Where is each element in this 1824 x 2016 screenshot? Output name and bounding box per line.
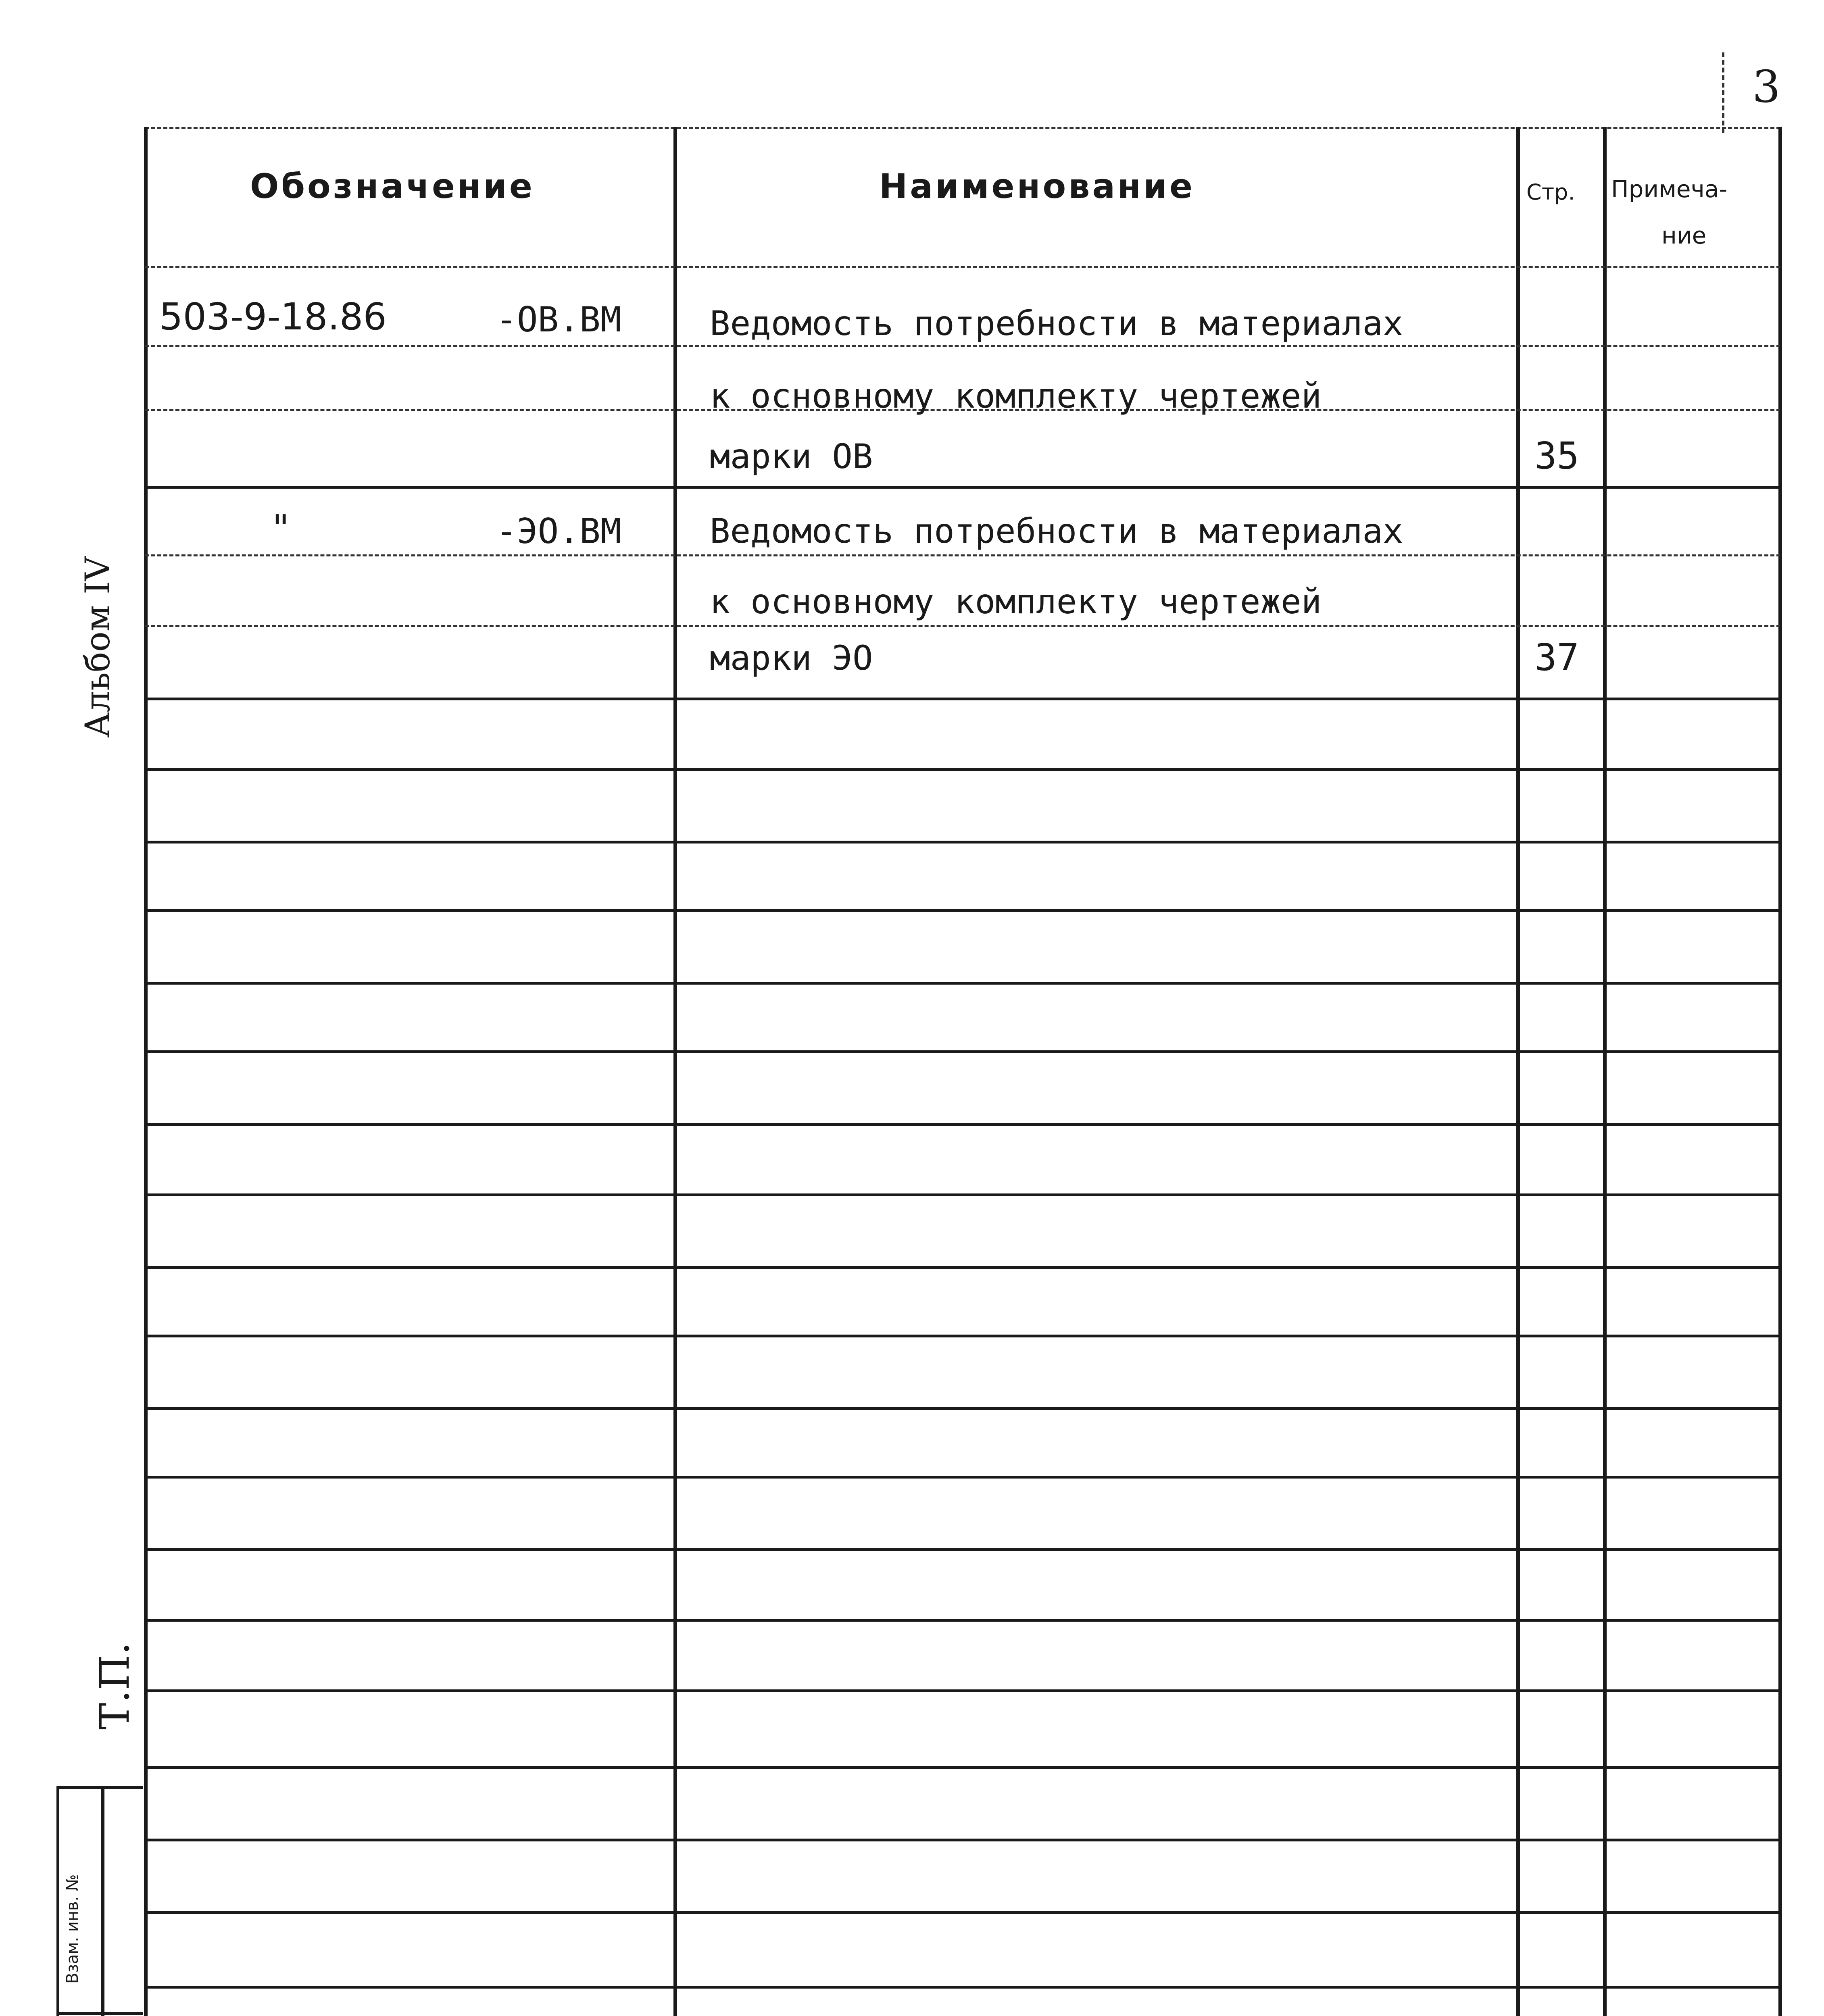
row-name: к основному комплекту чертежей	[710, 582, 1322, 621]
row-name: к основному комплекту чертежей	[710, 376, 1322, 416]
row-line	[145, 698, 1780, 700]
header-separator	[145, 266, 1780, 268]
row-name: марки ОВ	[710, 437, 873, 476]
row-line	[145, 625, 1780, 627]
replaced-inv-label: Взам. инв. №	[63, 1874, 82, 1984]
row-line	[145, 1548, 1780, 1551]
row-line	[145, 345, 1780, 347]
row-line	[145, 1689, 1780, 1692]
row-designation-code: 503-9-18.86	[159, 295, 387, 338]
header-note-line2: ние	[1661, 222, 1707, 249]
row-designation-ditto: "	[272, 507, 290, 550]
row-line	[145, 1050, 1780, 1053]
row-line	[145, 841, 1780, 843]
row-page: 35	[1534, 434, 1579, 477]
row-line	[145, 1407, 1780, 1410]
album-label: Альбом IV	[78, 556, 117, 738]
header-page: Стр.	[1526, 179, 1575, 205]
row-line	[145, 554, 1780, 556]
tp-label: Т.П.	[91, 1642, 138, 1730]
margin-stamp-divider	[56, 2012, 143, 2015]
row-line	[145, 1335, 1780, 1337]
margin-stamp-inner-line	[101, 1786, 104, 2016]
row-line	[145, 982, 1780, 985]
margin-stamp-top	[56, 1786, 143, 1789]
row-name: марки ЭО	[710, 638, 873, 678]
row-line	[145, 909, 1780, 912]
row-name: Ведомость потребности в материалах	[710, 304, 1403, 343]
row-line	[145, 486, 1780, 489]
row-line	[145, 1123, 1780, 1126]
margin-stamp-outer-line	[56, 1786, 59, 2016]
header-designation: Обозначение	[250, 167, 535, 206]
row-line	[145, 1193, 1780, 1196]
table-top-edge	[145, 127, 1780, 129]
row-line	[145, 1766, 1780, 1769]
row-line	[145, 1266, 1780, 1269]
row-line	[145, 768, 1780, 771]
row-line	[145, 1476, 1780, 1479]
row-name: Ведомость потребности в материалах	[710, 511, 1403, 551]
page-number: 3	[1752, 61, 1780, 112]
row-line	[145, 1839, 1780, 1841]
row-designation-suffix: -ЭО.ВМ	[496, 511, 621, 552]
row-line	[145, 1986, 1780, 1989]
row-designation-suffix: -ОВ.ВМ	[496, 300, 621, 340]
row-line	[145, 1619, 1780, 1622]
header-name: Наименование	[879, 167, 1195, 206]
row-page: 37	[1534, 636, 1579, 679]
row-line	[145, 1911, 1780, 1914]
page-number-divider	[1722, 52, 1724, 133]
header-note-line1: Примеча-	[1611, 175, 1728, 203]
